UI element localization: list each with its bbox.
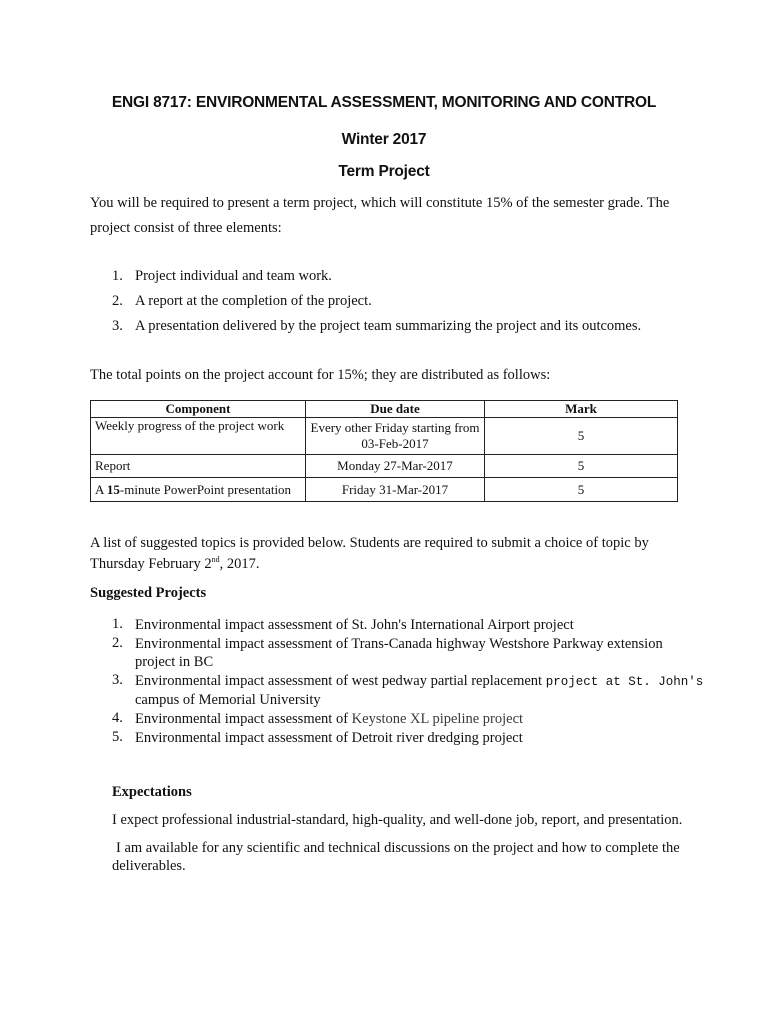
list-number: 2. [112, 635, 123, 651]
topics-date-suffix: , 2017. [219, 555, 260, 572]
cell-component: Weekly progress of the project work [91, 418, 306, 455]
topics-intro-line-2 [90, 551, 259, 573]
topics-intro-line-1: A list of suggested topics is provided below. Students are required to submit a choice of topic by [90, 535, 649, 551]
suggested-heading: Suggested Projects [90, 585, 207, 601]
table-row [91, 478, 678, 502]
expectations-paragraph-2-line-2: deliverables. [112, 858, 186, 874]
project-item [135, 635, 663, 671]
component-suffix: -minute PowerPoint presentation [119, 481, 292, 497]
project-item-line-1 [135, 672, 703, 691]
project-item-text-grey: Keystone XL pipeline project [351, 711, 524, 727]
list-number: 1. [112, 268, 123, 284]
component-bold: 15 [106, 481, 120, 497]
project-item-line-1: Environmental impact assessment of Trans-Canada highway Westshore Parkway extension [135, 636, 663, 652]
topics-date-prefix: Thursday February 2 [90, 555, 212, 572]
list-number: 1. [112, 616, 123, 632]
project-item-line-2: campus of Memorial University [135, 692, 321, 708]
cell-due-date [306, 418, 485, 455]
list-text: A report at the completion of the project. [135, 293, 372, 309]
project-item [135, 710, 523, 728]
list-number: 3. [112, 672, 123, 688]
list-number: 3. [112, 318, 123, 334]
list-text: Project individual and team work. [135, 268, 332, 284]
expectations-paragraph-1: I expect professional industrial-standard, high-quality, and well-done job, report, and presentation. [112, 812, 683, 828]
list-number: 5. [112, 729, 123, 745]
project-item-text: Environmental impact assessment of west pedway partial replacement [135, 673, 546, 689]
elements-list-item [112, 289, 372, 314]
intro-line-2: project consist of three elements: [90, 220, 282, 236]
header-mark: Mark [485, 401, 678, 418]
cell-due-date: Friday 31-Mar-2017 [306, 478, 485, 502]
list-number: 4. [112, 710, 123, 726]
course-title: ENGI 8717: ENVIRONMENTAL ASSESSMENT, MONITORING AND CONTROL [111, 94, 657, 111]
elements-list-item [112, 264, 332, 289]
project-item: Environmental impact assessment of St. John's International Airport project [135, 617, 574, 633]
cell-component [91, 478, 306, 502]
elements-list-item [112, 314, 642, 339]
list-text: A presentation delivered by the project team summarizing the project and its outcomes. [135, 318, 642, 334]
topics-date-sup: nd [211, 555, 220, 564]
project-item-line-2: project in BC [135, 654, 214, 670]
project-item [135, 672, 703, 709]
distribution-text: The total points on the project account for 15%; they are distributed as follows: [90, 367, 551, 383]
list-number: 2. [112, 293, 123, 309]
cell-mark: 5 [485, 478, 678, 502]
project-item: Environmental impact assessment of Detroit river dredging project [135, 730, 523, 746]
table-row [91, 418, 678, 455]
expectations-paragraph-2-line-1: I am available for any scientific and technical discussions on the project and how to complete the [116, 840, 680, 856]
table-row [91, 455, 678, 478]
cell-due-date: Monday 27-Mar-2017 [306, 455, 485, 478]
component-prefix: A [95, 481, 107, 497]
expectations-heading: Expectations [112, 784, 192, 800]
cell-component: Report [91, 455, 306, 478]
intro-line-1: You will be required to present a term project, which will constitute 15% of the semester grade. The [90, 195, 670, 211]
header-due-date: Due date [306, 401, 485, 418]
project-item-text: Environmental impact assessment of [135, 711, 352, 727]
term-label: Winter 2017 [341, 131, 427, 148]
due-line-1: Every other Friday starting from [310, 420, 480, 435]
due-line-2: 03-Feb-2017 [361, 436, 429, 451]
table-header-row [91, 401, 678, 418]
cell-mark: 5 [485, 455, 678, 478]
marks-table [90, 400, 678, 502]
cell-mark: 5 [485, 418, 678, 455]
header-component: Component [91, 401, 306, 418]
document-title: Term Project [338, 163, 430, 180]
project-item-text-alt-font: project at St. John's [545, 675, 704, 689]
